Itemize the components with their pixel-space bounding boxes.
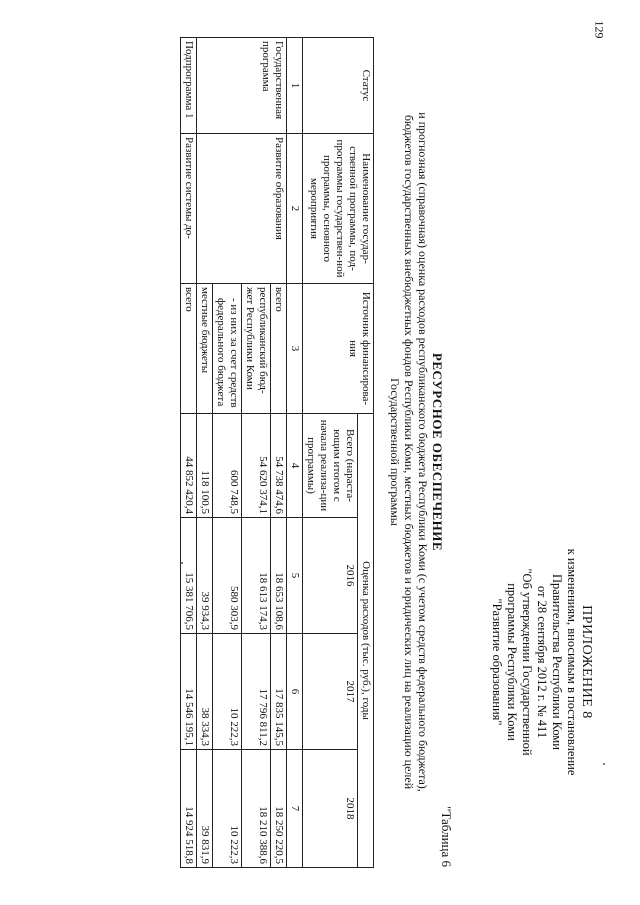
total-cell: 600 748,5 xyxy=(213,414,242,518)
header-2016: 2016 xyxy=(303,518,358,634)
table-label: "Таблица 6 xyxy=(439,806,454,867)
header-2018: 2018 xyxy=(303,750,358,868)
page-number: 129 xyxy=(592,20,607,39)
value-2018-cell: 10 222,3 xyxy=(213,750,242,868)
source-cell: местные бюджеты xyxy=(197,284,213,414)
column-number: 7 xyxy=(287,750,303,868)
resource-table xyxy=(180,37,374,868)
column-number: 6 xyxy=(287,634,303,750)
value-2016-cell: 15 381 706,5 xyxy=(181,518,197,634)
heading-line: бюджетов государственных внебюджетных фондов Республики Коми, местных бюджетов и юридических лиц на реализацию целей xyxy=(402,114,416,790)
appendix-line: "Развитие образования" xyxy=(490,598,504,726)
value-2016-cell: 39 934,3 xyxy=(197,518,213,634)
heading-title: РЕСУРСНОЕ ОБЕСПЕЧЕНИЕ xyxy=(430,352,445,552)
value-2018-cell: 39 831,9 xyxy=(197,750,213,868)
source-cell: всего xyxy=(271,284,287,414)
source-cell: всего xyxy=(181,284,197,414)
column-number: 2 xyxy=(287,134,303,284)
name-cell: Развитие системы до- xyxy=(181,134,197,284)
document-heading xyxy=(388,37,444,867)
status-cell: Подпрограмма 1 xyxy=(181,38,197,134)
name-cell: Развитие образования xyxy=(197,134,287,284)
header-source: Источник финансирова-ния xyxy=(303,284,374,414)
heading-line: и прогнозная (справочная) оценка расходов республиканского бюджета Республики Коми (с учетом средств федерального бюджета), xyxy=(416,112,430,792)
scan-speck xyxy=(603,763,605,765)
value-2017-cell: 17 835 145,5 xyxy=(271,634,287,750)
total-cell: 44 852 420,4 xyxy=(181,414,197,518)
appendix-block xyxy=(489,457,594,867)
header-estimate: Оценка расходов (тыс. руб.), годы xyxy=(358,414,374,868)
total-cell: 118 100,5 xyxy=(197,414,213,518)
value-2017-cell: 14 546 195,1 xyxy=(181,634,197,750)
source-cell: республиканский бюд-жет Республики Коми xyxy=(242,284,271,414)
heading-line: Государственной программы xyxy=(388,378,402,526)
value-2017-cell: 17 796 811,2 xyxy=(242,634,271,750)
table-header-row xyxy=(358,38,374,868)
total-cell: 54 738 474,6 xyxy=(271,414,287,518)
value-2017-cell: 38 334,3 xyxy=(197,634,213,750)
total-cell: 54 620 374,1 xyxy=(242,414,271,518)
table-row xyxy=(181,38,197,868)
header-total: Всего (нараста-ющим итогом с начала реализа-ции программы) xyxy=(303,414,358,518)
value-2018-cell: 18 250 220,5 xyxy=(271,750,287,868)
value-2018-cell: 18 210 388,6 xyxy=(242,750,271,868)
appendix-line: "Об утверждении Государственной xyxy=(520,568,534,756)
value-2016-cell: 18 613 174,3 xyxy=(242,518,271,634)
document-sheet xyxy=(46,37,594,867)
appendix-line: к изменениям, вносимым в постановление xyxy=(565,548,579,776)
value-2018-cell: 14 924 518,8 xyxy=(181,750,197,868)
appendix-line: программы Республики Коми xyxy=(505,583,519,741)
source-cell: - из них за счет средств федерального бюджета xyxy=(213,284,242,414)
column-number: 1 xyxy=(287,38,303,134)
header-2017: 2017 xyxy=(303,634,358,750)
appendix-line: Правительства Республики Коми xyxy=(550,574,564,750)
value-2016-cell: 580 303,9 xyxy=(213,518,242,634)
header-status: Статус xyxy=(303,38,374,134)
status-cell: Государственная программа xyxy=(197,38,287,134)
header-name: Наименование государ-ственной программы, под-программы государствен-ной программы, основного мероприятия xyxy=(303,134,374,284)
column-number: 3 xyxy=(287,284,303,414)
value-2017-cell: 10 222,3 xyxy=(213,634,242,750)
appendix-title: ПРИЛОЖЕНИЕ 8 xyxy=(579,605,594,719)
table-row xyxy=(271,38,287,868)
appendix-line: от 28 сентября 2012 г. № 411 xyxy=(535,585,549,739)
column-number: 5 xyxy=(287,518,303,634)
value-2016-cell: 18 653 108,6 xyxy=(271,518,287,634)
column-number-row xyxy=(287,38,303,868)
column-number: 4 xyxy=(287,414,303,518)
